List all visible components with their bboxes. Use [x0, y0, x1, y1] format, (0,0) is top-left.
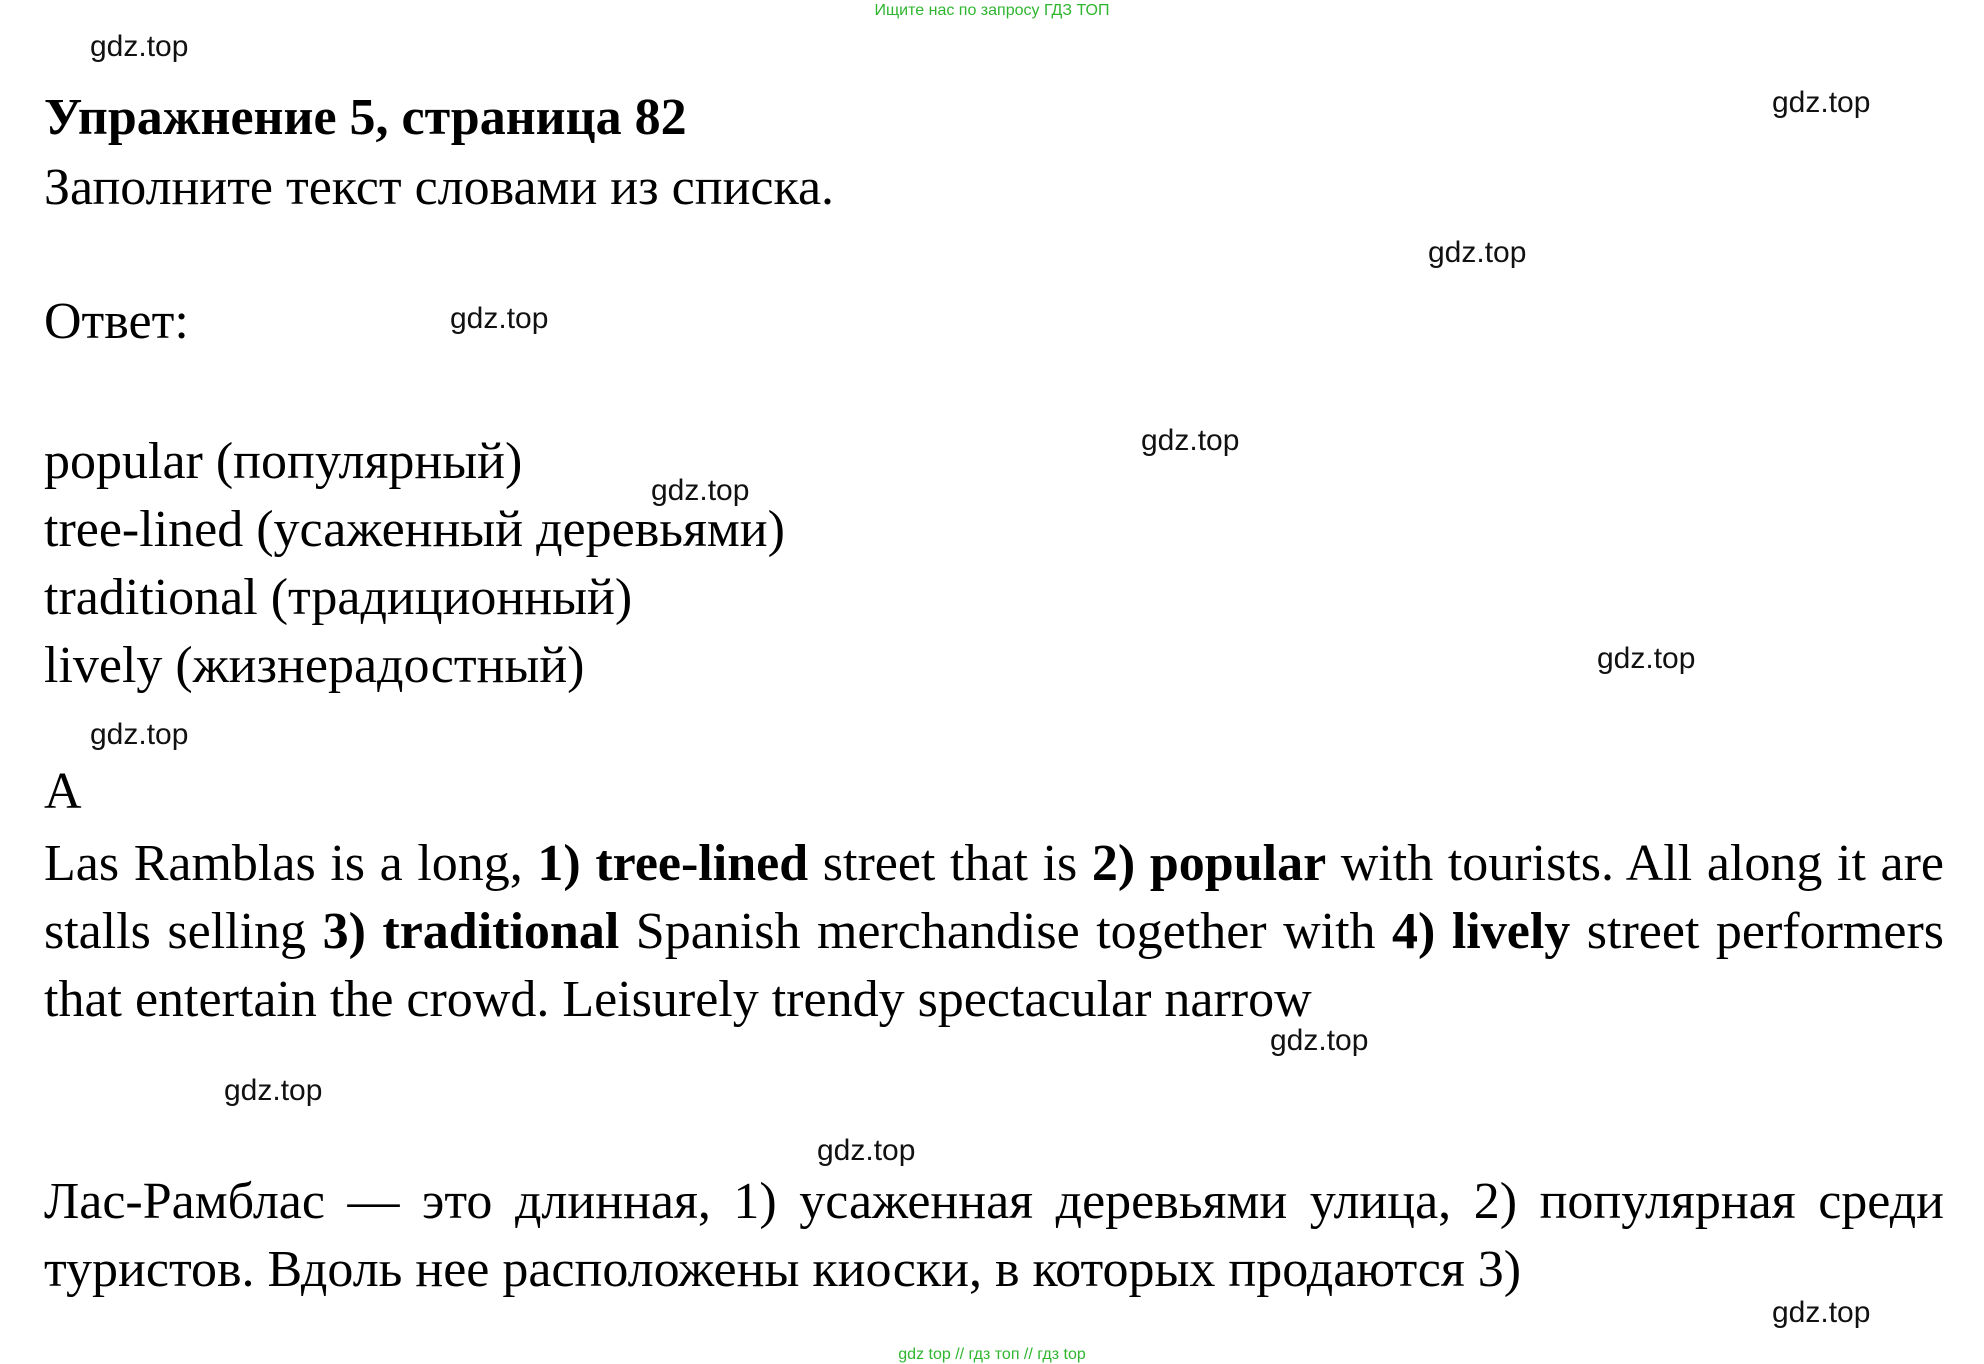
answer-4: 4) lively [1392, 903, 1571, 960]
answer-label: Ответ: [44, 293, 189, 350]
section-label: A [44, 763, 82, 820]
answer-2: 2) popular [1091, 835, 1327, 892]
text-segment: with tourists. All along it are stalls selling [44, 835, 1944, 960]
word-list [44, 428, 785, 700]
page-title: Упражнение 5, страница 82 [44, 89, 687, 146]
bottom-banner[interactable]: gdz top // гдз топ // гдз top [898, 1346, 1086, 1363]
top-banner[interactable]: Ищите нас по запросу ГДЗ ТОП [874, 2, 1110, 19]
watermark: gdz.top [224, 1074, 323, 1107]
watermark: gdz.top [1141, 424, 1240, 457]
word-item: lively (жизнерадостный) [44, 637, 585, 694]
english-paragraph [44, 830, 1944, 1034]
text-segment: street that is [808, 835, 1092, 892]
exercise-instruction: Заполните текст словами из списка. [44, 159, 835, 216]
watermark: gdz.top [1772, 86, 1871, 119]
text-segment: Spanish merchandise together with [619, 903, 1393, 960]
text-segment: Las Ramblas is a long, [44, 835, 538, 892]
word-item: tree-lined (усаженный деревьями) [44, 501, 785, 558]
watermark: gdz.top [1270, 1024, 1369, 1057]
watermark: gdz.top [90, 30, 189, 63]
russian-paragraph: Лас-Рамблас — это длинная, 1) усаженная деревьями улица, 2) популярная среди туристов. Вдоль нее расположены киоски, в которых продаются 3) [44, 1173, 1944, 1298]
word-item: traditional (традиционный) [44, 569, 633, 626]
watermark: gdz.top [651, 474, 750, 507]
watermark: gdz.top [1428, 236, 1527, 269]
watermark: gdz.top [817, 1134, 916, 1167]
text-segment: street performers that entertain the crowd. Leisurely trendy spectacular narrow [44, 903, 1945, 1028]
watermark: gdz.top [1772, 1296, 1871, 1329]
answer-1: 1) tree-lined [537, 835, 809, 892]
watermark: gdz.top [90, 718, 189, 751]
answer-3: 3) traditional [322, 903, 620, 960]
watermark: gdz.top [1597, 642, 1696, 675]
watermark: gdz.top [450, 302, 549, 335]
word-item: popular (популярный) [44, 433, 523, 490]
